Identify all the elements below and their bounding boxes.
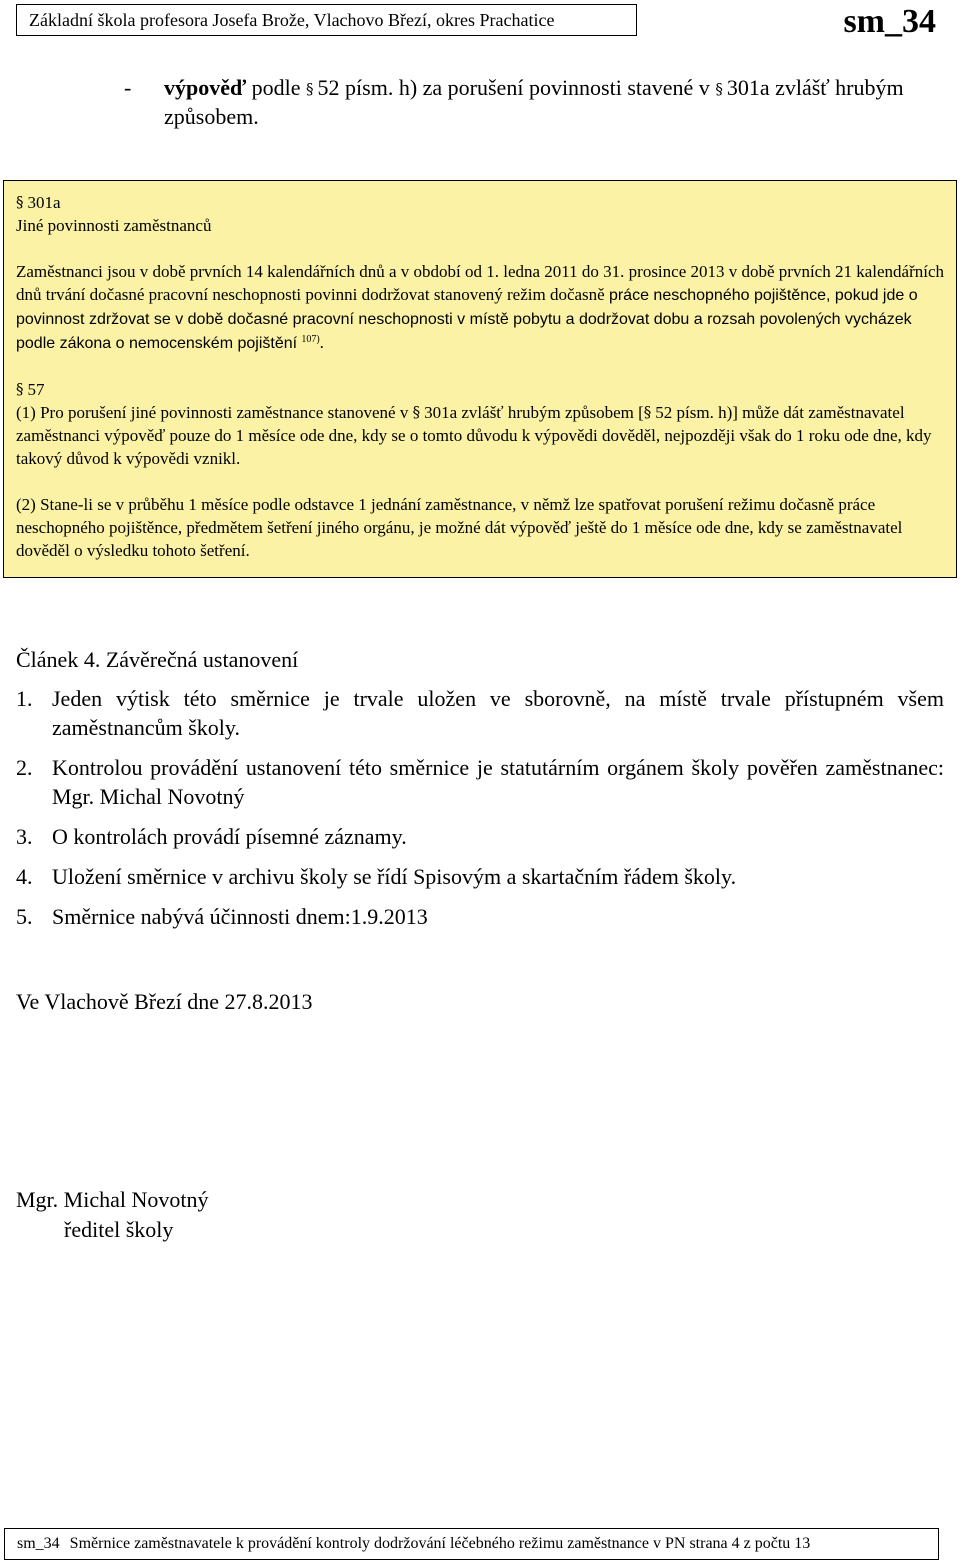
place-and-date: Ve Vlachově Březí dne 27.8.2013 bbox=[16, 989, 313, 1014]
list-item-number: 2. bbox=[16, 755, 33, 780]
law-excerpt-box bbox=[3, 180, 957, 578]
list-item bbox=[16, 684, 944, 742]
list-item-text: Jeden výtisk této směrnice je trvale uložen ve sborovně, na místě trvale přístupném všem zaměstnancům školy. bbox=[52, 686, 944, 740]
list-item-number: 4. bbox=[16, 864, 33, 889]
footer-text: Směrnice zaměstnavatele k provádění kontroly dodržování léčebného režimu zaměstnance v PN strana 4 z počtu 13 bbox=[69, 1535, 811, 1552]
list-item bbox=[16, 822, 944, 851]
section-sign-icon: § bbox=[306, 80, 314, 98]
bullet-text-3: 301a zvlášť hrubým způsobem. bbox=[164, 75, 904, 129]
section-sign-icon: § bbox=[16, 380, 24, 398]
law-paragraph-1-serif: Zaměstnanci jsou v době prvních 14 kalendářních dnů a v období od 1. ledna 2011 do 31. prosince 2013 v době prvních 21 kalendářních dnů trvání dočasné pracovní neschopnosti povinni dodržovat stanovený režim dočasně bbox=[16, 262, 945, 304]
section-sign-icon: § bbox=[16, 193, 24, 211]
notice-bullet bbox=[124, 74, 924, 131]
section-number: 301a bbox=[27, 193, 61, 212]
bullet-bold-word: výpověď bbox=[164, 75, 247, 100]
list-item-number: 1. bbox=[16, 686, 33, 711]
page-footer bbox=[4, 1528, 939, 1560]
section-heading-2 bbox=[16, 378, 944, 401]
list-item-text: Směrnice nabývá účinnosti dnem:1.9.2013 bbox=[52, 904, 428, 929]
section-heading bbox=[16, 191, 944, 214]
header-school-name: Základní škola profesora Josefa Brože, Vlachovo Březí, okres Prachatice bbox=[29, 10, 555, 30]
law-paragraph-1-sans: práce neschopného pojištěnce, pokud jde o povinnost zdržovat se v době dočasné pracovní neschopnosti v místě pobytu a dodržovat dobu a rozsah povolených vycházek podle zákona o nemocenském pojištění bbox=[16, 287, 918, 352]
law-paragraph-2: (1) Pro porušení jiné povinnosti zaměstnance stanovené v § 301a zvlášť hrubým způsobem [§ 52 písm. h)] může dát zaměstnavatel zaměstnanci výpověď pouze do 1 měsíce ode dne, kdy se o tomto důvodu k výpovědi dověděl, nejpozději však do 1 roku ode dne, kdy takový důvod k výpovědi vznikl. bbox=[16, 403, 932, 468]
law-paragraph-1: Zaměstnanci jsou v době prvních 14 kalendářních dnů a v období od 1. ledna 2011 do 31. prosince 2013 v době prvních 21 kalendářních dnů trvání dočasné pracovní neschopnosti povinni dodržovat stanovený režim dočasně práce neschopného pojištěnce, pokud jde o povinnost zdržovat se v době dočasné pracovní neschopnosti v místě pobytu a dodržovat dobu a rozsah povolených vycházek podle zákona o nemocenském pojištění $^{107)}$. bbox=[16, 262, 945, 352]
section-title: Jiné povinnosti zaměstnanců bbox=[16, 216, 212, 235]
footnote-ref: 107) bbox=[301, 334, 320, 345]
list-item-text: Uložení směrnice v archivu školy se řídí Spisovým a skartačním řádem školy. bbox=[52, 864, 737, 889]
section-sign-icon: § bbox=[715, 80, 723, 98]
list-item-number: 3. bbox=[16, 824, 33, 849]
section-sign-icon: § bbox=[412, 403, 421, 421]
article-title: Článek 4. Závěrečná ustanovení bbox=[16, 647, 299, 672]
footer-code: sm_34 bbox=[17, 1535, 60, 1552]
list-item-text: O kontrolách provádí písemné záznamy. bbox=[52, 824, 407, 849]
header-school-box bbox=[16, 4, 637, 36]
list-item bbox=[16, 753, 944, 811]
bullet-dash: - bbox=[124, 75, 132, 100]
section-sign-icon: § bbox=[643, 403, 652, 421]
bullet-text bbox=[164, 74, 924, 131]
law-paragraph-3: (2) Stane-li se v průběhu 1 měsíce podle odstavce 1 jednání zaměstnance, v němž lze spatřovat porušení režimu dočasně práce neschopného pojištěnce, předmětem šetření jiného orgánu, je možné dát výpověď ještě do 1 měsíce ode dne, kdy se zaměstnavatel dověděl o výsledku tohoto šetření. bbox=[16, 495, 903, 560]
signatory-role: ředitel školy bbox=[64, 1217, 174, 1242]
bullet-text-2: 52 písm. h) za porušení povinnosti stavené v bbox=[317, 75, 716, 100]
header-document-code: sm_34 bbox=[843, 3, 936, 40]
bullet-text-1: podle bbox=[246, 75, 307, 100]
list-item-text: Kontrolou provádění ustanovení této směrnice je statutárním orgánem školy pověřen zaměstnanec: Mgr. Michal Novotný bbox=[52, 755, 944, 809]
signatory-name: Mgr. Michal Novotný bbox=[16, 1187, 209, 1212]
article-item-list bbox=[16, 684, 944, 942]
section-number-2: 57 bbox=[27, 380, 45, 399]
list-item bbox=[16, 862, 944, 891]
list-item bbox=[16, 902, 944, 931]
list-item-number: 5. bbox=[16, 904, 33, 929]
